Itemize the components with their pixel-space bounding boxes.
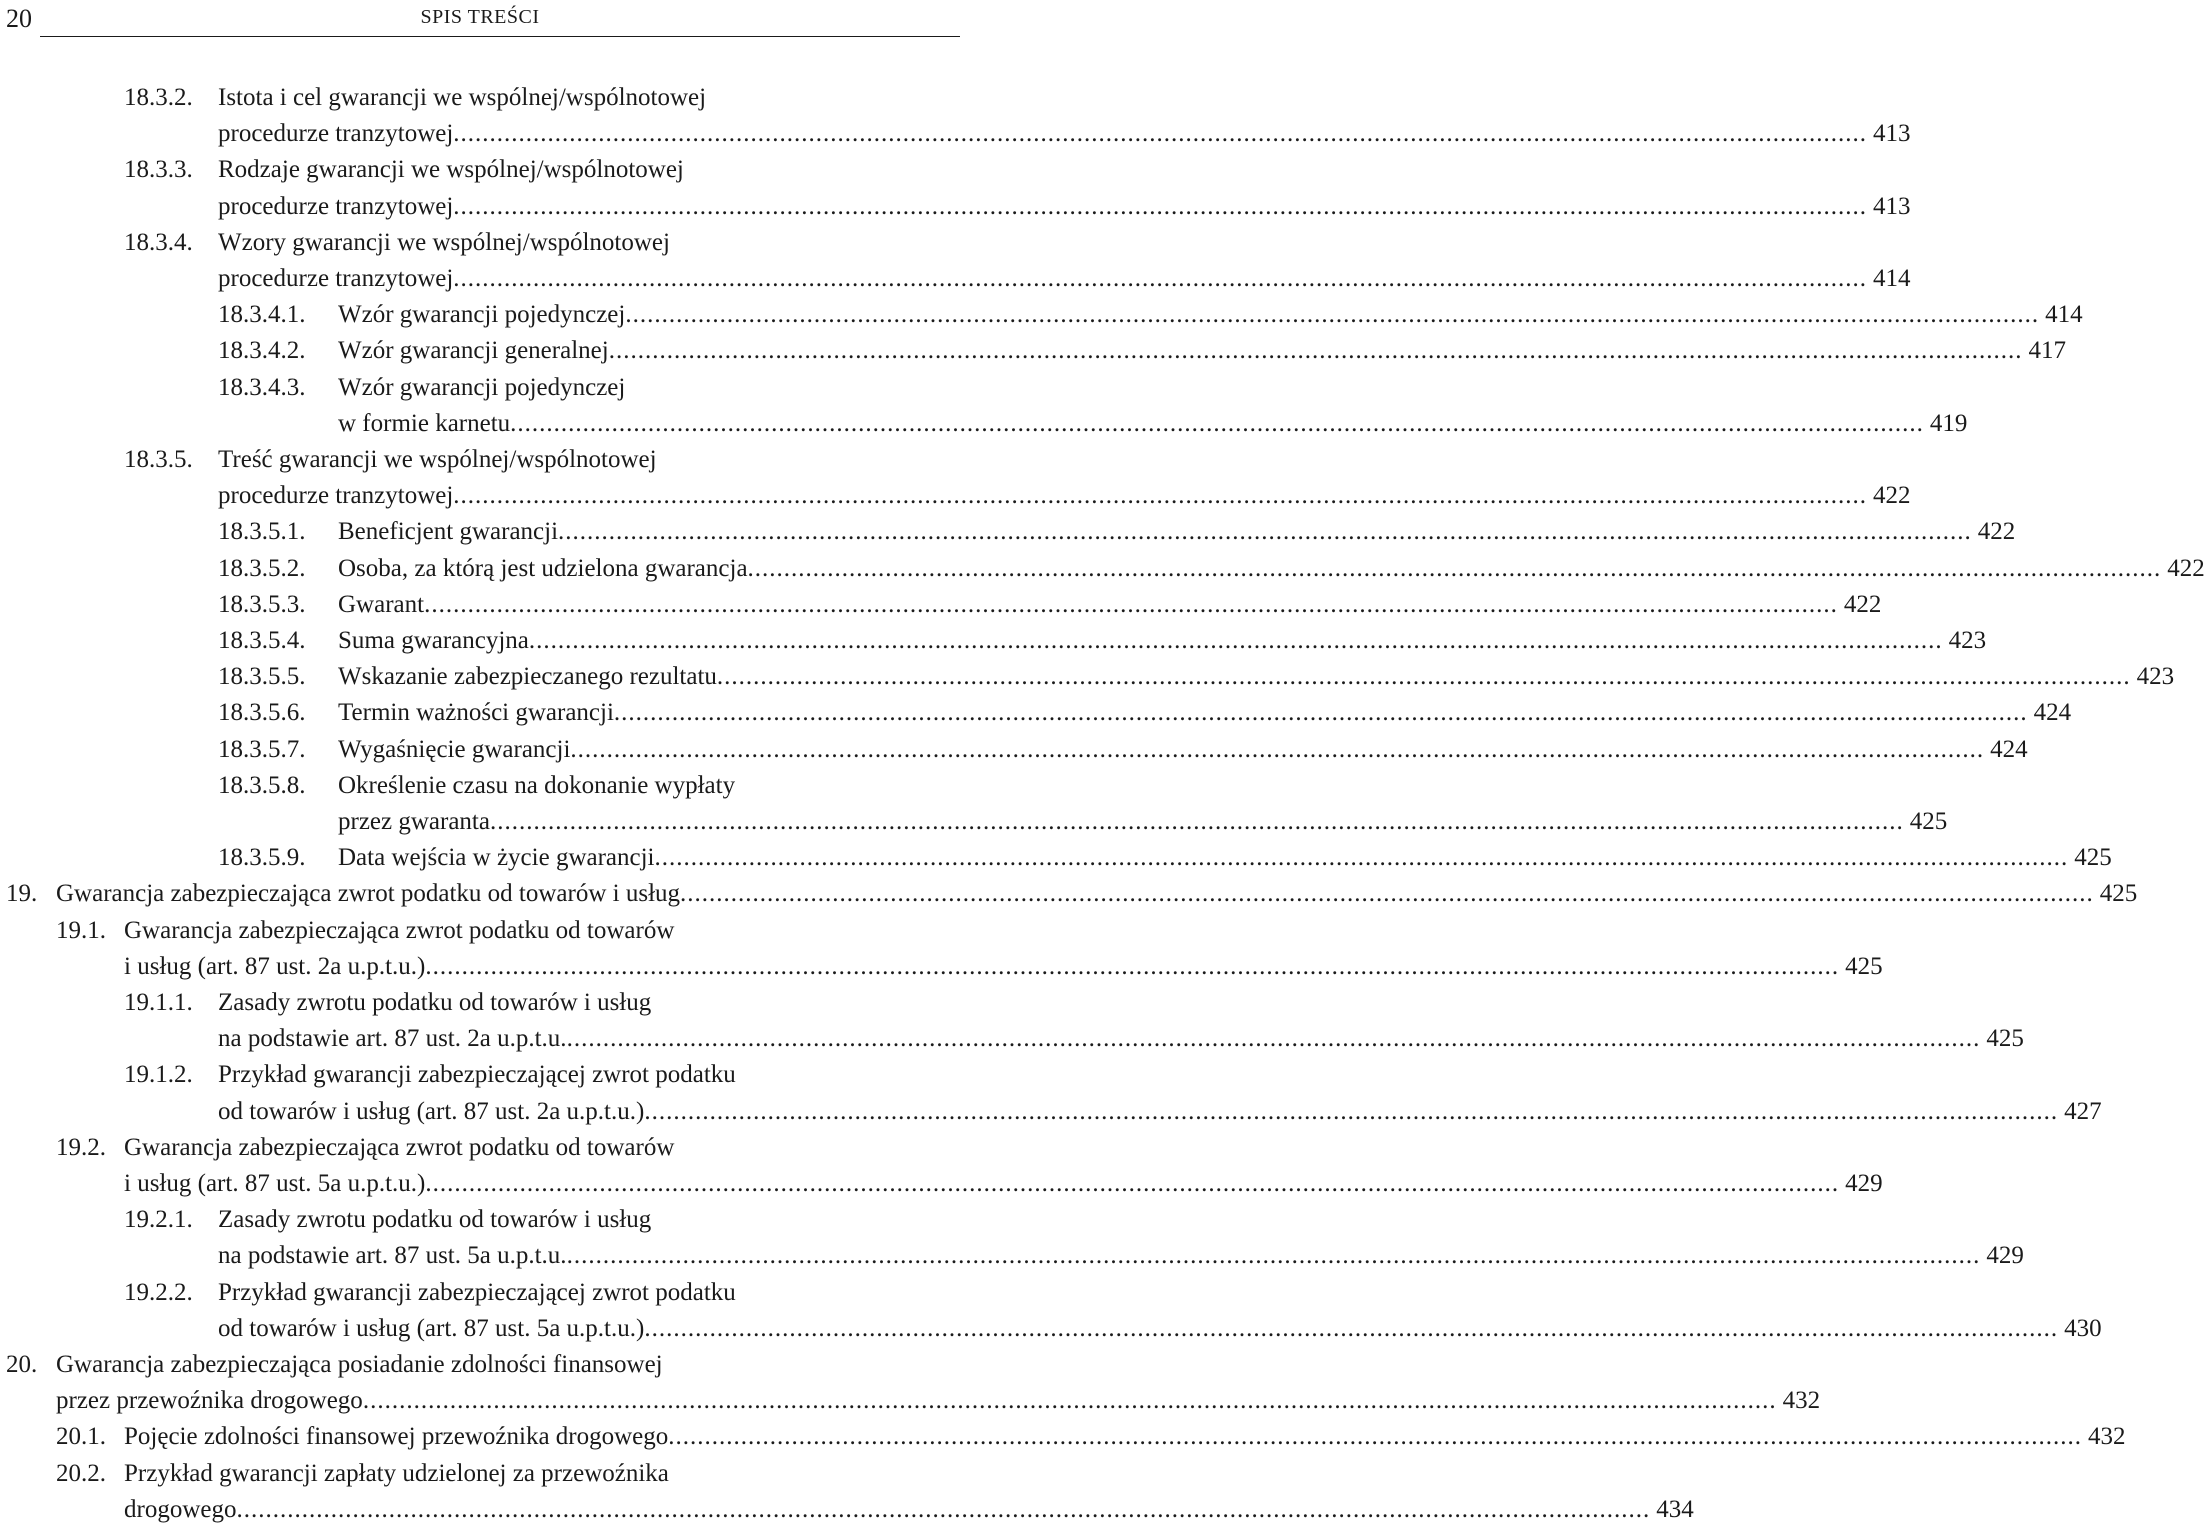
toc-entry-title: Określenie czasu na dokonanie wypłaty	[338, 771, 736, 799]
toc-entry-number: 19.1.1.	[124, 989, 193, 1016]
toc-page-number: 419	[1929, 409, 1968, 437]
toc-line	[0, 949, 1883, 985]
toc-entry-title: Wskazanie zabezpieczanego rezultatu	[338, 663, 717, 691]
toc-page-number: 432	[2088, 1423, 2126, 1451]
toc-line	[0, 1130, 958, 1166]
toc-entry-number: 19.1.	[56, 916, 106, 944]
toc-entry-number: 18.3.4.1.	[218, 301, 306, 329]
toc-line	[0, 406, 1968, 442]
toc-line	[0, 1383, 1821, 1419]
toc-entry-title: i usług (art. 87 ust. 2a u.p.t.u.)	[124, 952, 426, 980]
toc-entry-title: Suma gwarancyjna	[338, 627, 529, 654]
toc-entry-leader	[218, 1311, 2102, 1347]
toc-page-number: 424	[2033, 699, 2072, 727]
toc-page-number: 413	[1873, 192, 1911, 220]
toc-entry-number: 19.1.2.	[124, 1061, 193, 1089]
toc-entry-title: procedurze tranzytowej	[218, 265, 454, 292]
toc-entry-title: na podstawie art. 87 ust. 5a u.p.t.u.	[218, 1242, 567, 1270]
toc-line	[0, 804, 1948, 840]
toc-entry-number: 18.3.5.8.	[218, 771, 306, 799]
toc-page-number: 427	[2064, 1097, 2102, 1125]
toc-page-number: 422	[1873, 482, 1911, 510]
toc-entry-leader	[338, 333, 2066, 369]
toc-line	[0, 225, 958, 261]
toc-entry-title: na podstawie art. 87 ust. 2a u.p.t.u.	[218, 1025, 567, 1053]
toc-entry-leader	[218, 261, 1911, 297]
toc-dot-leader: ...................................................................................................................................................................................................	[654, 844, 2069, 872]
toc-entry-number: 18.3.5.2.	[218, 554, 306, 582]
toc-dot-leader: ...................................................................................................................................................................................................	[644, 1314, 2059, 1342]
toc-page-number: 423	[1948, 627, 1987, 654]
toc-entry-leader	[218, 478, 1911, 514]
toc-entry-title: Wzory gwarancji we wspólnej/wspólnotowej	[218, 228, 670, 256]
toc-entry-leader	[218, 1238, 2024, 1274]
toc-line	[0, 442, 958, 478]
toc-entry-title: procedurze tranzytowej	[218, 120, 454, 148]
toc-entry-title: Gwarancja zabezpieczająca posiadanie zdolności finansowej	[56, 1351, 663, 1378]
toc-line	[0, 333, 2066, 369]
toc-dot-leader: ...................................................................................................................................................................................................	[528, 627, 1943, 654]
toc-dot-leader: ...................................................................................................................................................................................................	[625, 301, 2040, 329]
toc-entry-leader	[338, 551, 2205, 587]
toc-entry-title: Termin ważności gwarancji	[338, 699, 614, 727]
toc-entry-number: 19.2.2.	[124, 1278, 193, 1306]
toc-page-number: 414	[2045, 301, 2083, 329]
toc-dot-leader: ...................................................................................................................................................................................................	[453, 482, 1868, 510]
toc-dot-leader: ...................................................................................................................................................................................................	[489, 808, 1904, 835]
toc-line	[0, 1166, 1883, 1202]
toc-line	[0, 551, 2205, 587]
toc-line	[0, 913, 958, 949]
toc-dot-leader: ...................................................................................................................................................................................................	[644, 1097, 2059, 1125]
toc-entry-leader	[56, 876, 2138, 912]
toc-entry-number: 18.3.5.3.	[218, 590, 306, 618]
toc-page-number: 413	[1873, 120, 1911, 148]
toc-entry-leader	[338, 587, 1882, 623]
toc-entry-number: 18.3.5.4.	[218, 627, 306, 654]
toc-entry-number: 18.3.3.	[124, 156, 193, 184]
running-title: SPIS TREŚCI	[420, 6, 540, 28]
toc-entry-number: 18.3.5.1.	[218, 518, 306, 546]
toc-entry-title: od towarów i usług (art. 87 ust. 5a u.p.t.u.)	[218, 1314, 645, 1342]
toc-entry-leader	[338, 514, 2016, 550]
toc-page-number: 417	[2028, 337, 2066, 365]
toc-entry-title: Beneficjent gwarancji	[338, 518, 559, 546]
toc-entry-title: Gwarancja zabezpieczająca zwrot podatku od towarów i usług	[56, 880, 681, 908]
toc-entry-number: 20.2.	[56, 1459, 106, 1487]
toc-entry-leader	[124, 1166, 1883, 1202]
toc-entry-title: procedurze tranzytowej	[218, 482, 454, 510]
toc-page-number: 430	[2064, 1314, 2102, 1342]
toc-dot-leader: ...................................................................................................................................................................................................	[558, 518, 1972, 546]
toc-entry-title: procedurze tranzytowej	[218, 192, 454, 220]
toc-entry-title: od towarów i usług (art. 87 ust. 2a u.p.t.u.)	[218, 1097, 645, 1125]
toc-dot-leader: ...................................................................................................................................................................................................	[425, 952, 1840, 980]
toc-entry-title: Gwarancja zabezpieczająca zwrot podatku od towarów	[124, 916, 675, 944]
toc-line	[0, 1275, 958, 1311]
toc-dot-leader: ...................................................................................................................................................................................................	[425, 1170, 1840, 1197]
toc-entry-title: Pojęcie zdolności finansowej przewoźnika drogowego	[124, 1423, 669, 1451]
toc-entry-number: 18.3.4.3.	[218, 373, 306, 401]
toc-dot-leader: ...................................................................................................................................................................................................	[716, 663, 2131, 691]
toc-entry-leader	[56, 1383, 1821, 1419]
toc-entry-leader	[218, 1094, 2102, 1130]
toc-dot-leader: ...................................................................................................................................................................................................	[566, 1025, 1981, 1053]
toc-line	[0, 1094, 2102, 1130]
toc-entry-leader	[218, 1021, 2024, 1057]
toc-entry-number: 18.3.5.6.	[218, 699, 306, 727]
toc-line	[0, 189, 1911, 225]
toc-entry-title: Osoba, za którą jest udzielona gwarancja	[338, 554, 748, 582]
toc-entry-number: 18.3.4.	[124, 228, 193, 256]
toc-dot-leader: ...................................................................................................................................................................................................	[680, 880, 2094, 908]
toc-entry-number: 18.3.5.7.	[218, 735, 306, 763]
toc-entry-leader	[124, 1419, 2126, 1455]
toc-page-number: 432	[1782, 1387, 1821, 1415]
toc-line	[0, 1057, 958, 1093]
toc-line	[0, 695, 2072, 731]
toc-entry-number: 20.	[6, 1351, 38, 1378]
toc-entry-title: Gwarant	[338, 590, 425, 618]
toc-entry-leader	[218, 189, 1911, 225]
toc-entry-title: Przykład gwarancji zapłaty udzielonej za przewoźnika	[124, 1459, 669, 1487]
toc-line	[0, 1456, 958, 1492]
toc-entry-number: 18.3.5.	[124, 446, 193, 473]
toc-page-number: 429	[1986, 1242, 2024, 1270]
toc-page-number: 424	[1990, 735, 2028, 763]
toc-entry-title: Gwarancja zabezpieczająca zwrot podatku od towarów	[124, 1133, 675, 1161]
toc-page-number: 423	[2136, 663, 2175, 691]
toc-page-number: 422	[2167, 554, 2205, 582]
toc-entry-leader	[338, 732, 2028, 768]
toc-dot-leader: ...................................................................................................................................................................................................	[566, 1242, 1981, 1270]
toc-entry-number: 18.3.4.2.	[218, 337, 306, 365]
toc-dot-leader: ...................................................................................................................................................................................................	[453, 192, 1868, 220]
toc-dot-leader: ...................................................................................................................................................................................................	[747, 554, 2162, 582]
toc-entry-title: drogowego	[124, 1495, 237, 1523]
toc-entry-title: Przykład gwarancji zabezpieczającej zwrot podatku	[218, 1278, 736, 1306]
toc-line	[0, 514, 2016, 550]
toc-line	[0, 1021, 2024, 1057]
toc-line	[0, 370, 958, 406]
toc-dot-leader: ...................................................................................................................................................................................................	[510, 409, 1924, 437]
toc-entry-leader	[124, 1492, 1694, 1528]
toc-entry-number: 18.3.5.5.	[218, 663, 306, 691]
toc-line	[0, 1347, 958, 1383]
toc-entry-number: 20.1.	[56, 1423, 106, 1451]
toc-dot-leader: ...................................................................................................................................................................................................	[453, 120, 1868, 148]
toc-entry-title: Treść gwarancji we wspólnej/wspólnotowej	[218, 446, 657, 473]
toc-dot-leader: ...................................................................................................................................................................................................	[453, 265, 1868, 292]
toc-page-number: 425	[1986, 1025, 2024, 1053]
toc-page-number: 422	[1977, 518, 2016, 546]
page-number: 20	[6, 4, 32, 33]
toc-entry-title: Zasady zwrotu podatku od towarów i usług	[218, 1206, 652, 1234]
toc-entry-leader	[124, 949, 1883, 985]
toc-line	[0, 80, 958, 116]
toc-line	[0, 840, 2112, 876]
toc-page-number: 425	[1909, 808, 1948, 835]
toc-entry-number: 19.2.1.	[124, 1206, 193, 1234]
toc-line	[0, 623, 1987, 659]
toc-entry-number: 18.3.5.9.	[218, 844, 306, 872]
toc-line	[0, 1311, 2102, 1347]
toc-entry-leader	[218, 116, 1911, 152]
toc-entry-leader	[338, 804, 1948, 840]
toc-dot-leader: ...................................................................................................................................................................................................	[608, 337, 2023, 365]
toc-entry-title: Zasady zwrotu podatku od towarów i usług	[218, 989, 652, 1016]
toc-entry-leader	[338, 406, 1968, 442]
toc-line	[0, 659, 2175, 695]
toc-entry-title: Wzór gwarancji generalnej	[338, 337, 609, 365]
toc-line	[0, 116, 1911, 152]
toc-entry-number: 19.	[6, 880, 38, 908]
toc-line	[0, 732, 2028, 768]
toc-entry-title: w formie karnetu	[338, 409, 511, 437]
toc-line	[0, 768, 958, 804]
toc-line	[0, 985, 958, 1021]
toc-page-number: 425	[2074, 844, 2112, 872]
toc-entry-title: przez gwaranta	[338, 808, 490, 835]
toc-page-number: 434	[1656, 1495, 1694, 1523]
toc-entry-title: Istota i cel gwarancji we wspólnej/wspólnotowej	[218, 84, 707, 111]
toc-entry-title: Wygaśnięcie gwarancji	[338, 735, 571, 763]
toc-line	[0, 1492, 1694, 1528]
toc-line	[0, 297, 2083, 333]
toc-entry-title: przez przewoźnika drogowego	[56, 1387, 363, 1415]
toc-entry-leader	[338, 659, 2175, 695]
toc-dot-leader: ...................................................................................................................................................................................................	[668, 1423, 2083, 1451]
toc-dot-leader: ...................................................................................................................................................................................................	[613, 699, 2028, 727]
toc-dot-leader: ...................................................................................................................................................................................................	[236, 1495, 1651, 1523]
toc-dot-leader: ...................................................................................................................................................................................................	[570, 735, 1985, 763]
toc-page-number: 422	[1843, 590, 1882, 618]
toc-entry-number: 18.3.2.	[124, 84, 193, 111]
toc-entry-leader	[338, 840, 2112, 876]
toc-entry-title: Wzór gwarancji pojedynczej	[338, 301, 626, 329]
toc-line	[0, 478, 1911, 514]
toc-page-number: 425	[2099, 880, 2138, 908]
toc-entry-title: Wzór gwarancji pojedynczej	[338, 373, 626, 401]
toc-line	[0, 1202, 958, 1238]
toc-line	[0, 1238, 2024, 1274]
toc-page-number: 414	[1873, 265, 1911, 292]
toc-line	[0, 1419, 2126, 1455]
toc-entry-leader	[338, 695, 2072, 731]
toc-entry-leader	[338, 623, 1987, 659]
toc-line	[0, 587, 1882, 623]
toc-line	[0, 876, 2138, 912]
toc-page-number: 425	[1845, 952, 1883, 980]
toc-dot-leader: ...................................................................................................................................................................................................	[424, 590, 1838, 618]
toc-entry-leader	[338, 297, 2083, 333]
toc-dot-leader: ...................................................................................................................................................................................................	[362, 1387, 1777, 1415]
toc-entry-number: 19.2.	[56, 1133, 106, 1161]
toc-entry-title: Rodzaje gwarancji we wspólnej/wspólnotowej	[218, 156, 684, 184]
toc-entry-title: Data wejścia w życie gwarancji	[338, 844, 655, 872]
toc-page-number: 429	[1845, 1170, 1883, 1197]
header-rule	[40, 36, 960, 37]
toc-line	[0, 152, 958, 188]
toc-entry-title: Przykład gwarancji zabezpieczającej zwrot podatku	[218, 1061, 736, 1089]
toc-line	[0, 261, 1911, 297]
page-header	[0, 0, 960, 40]
toc-entry-title: i usług (art. 87 ust. 5a u.p.t.u.)	[124, 1170, 426, 1197]
